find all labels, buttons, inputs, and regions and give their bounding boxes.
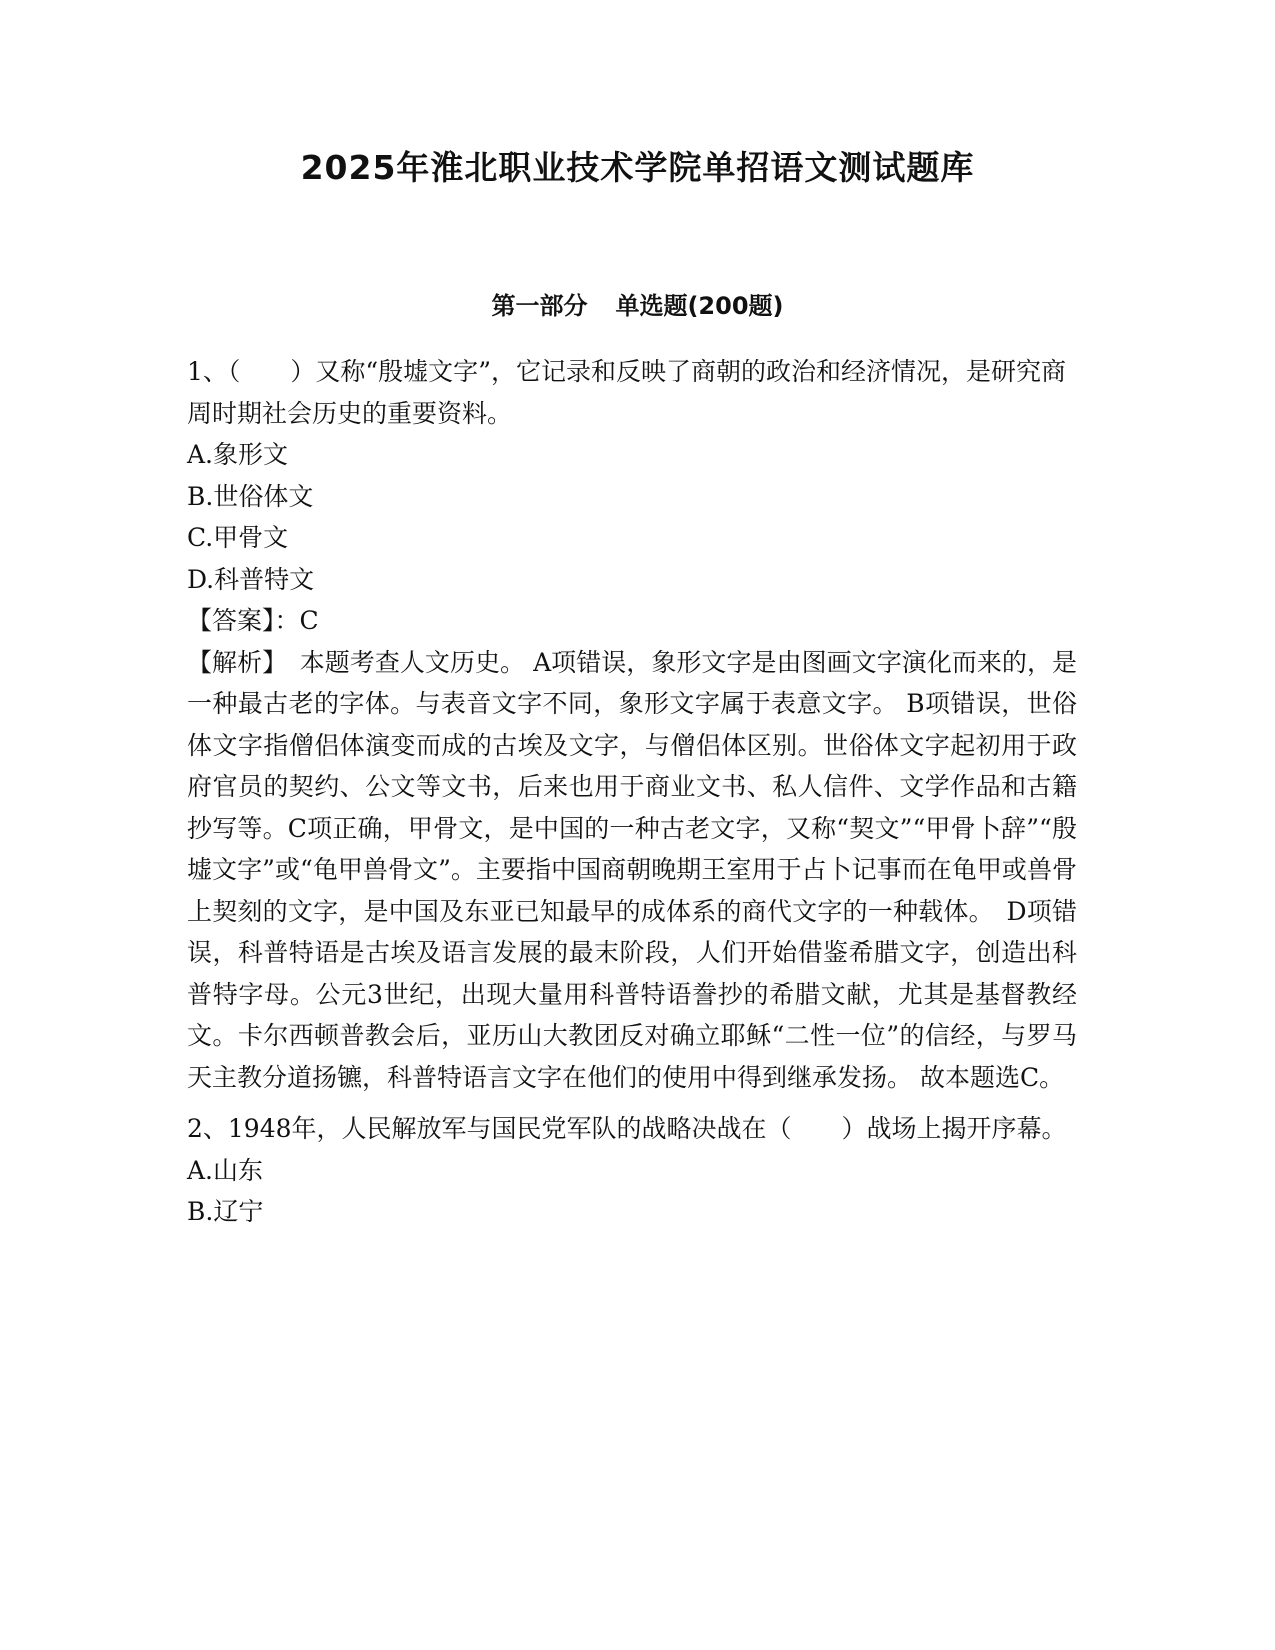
question-2	[187, 1108, 1077, 1233]
question-stem: 2、1948年，人民解放军与国民党军队的战略决战在（ ）战场上揭开序幕。	[187, 1114, 1067, 1143]
question-list	[187, 351, 1077, 1233]
question-1	[187, 351, 1077, 1098]
question-stem: 1、（ ）又称“殷墟文字”，它记录和反映了商朝的政治和经济情况，是研究商周时期社会历史的重要资料。	[187, 357, 1066, 428]
option-a: A.象形文	[187, 440, 289, 469]
option-b: B.辽宁	[187, 1197, 264, 1226]
option-a: A.山东	[187, 1155, 264, 1185]
option-d: D.科普特文	[187, 564, 315, 594]
section-part: 第一部分	[491, 292, 588, 320]
document-title: 2025年淮北职业技术学院单招语文测试题库	[300, 148, 975, 187]
explanation: 【解析】 本题考查人文历史。 A项错误，象形文字是由图画文字演化而来的，是一种最古老的字体。与表音文字不同，象形文字属于表意文字。 B项错误，世俗体文字指僧侣体演变而成的古埃及文字，与僧侣体区别。世俗体文字起初用于政府官员的契约、公文等文书，后来也用于商业文书、私人信件、文学作品和古籍抄写等。C项正确，甲骨文，是中国的一种古老文字，又称“契文”“甲骨卜辞”“殷墟文字”或“龟甲兽骨文”。主要指中国商朝晚期王室用于占卜记事而在龟甲或兽骨上契刻的文字，是中国及东亚已知最早的成体系的商代文字的一种载体。 D项错误，科普特语是古埃及语言发展的最末阶段，人们开始借鉴希腊文字，创造出科普特字母。公元3世纪，出现大量用科普特语誊抄的希腊文献，尤其是基督教经文。卡尔西顿普教会后，亚历山大教团反对确立耶稣“二性一位”的信经，与罗马天主教分道扬镳，科普特语言文字在他们的使用中得到继承发扬。 故本题选C。	[187, 647, 1077, 1092]
option-c: C.甲骨文	[187, 523, 289, 552]
answer: 【答案】：C	[187, 606, 319, 635]
section-name: 单选题(200题)	[615, 292, 784, 320]
option-b: B.世俗体文	[187, 481, 314, 511]
section-title	[0, 290, 1275, 322]
